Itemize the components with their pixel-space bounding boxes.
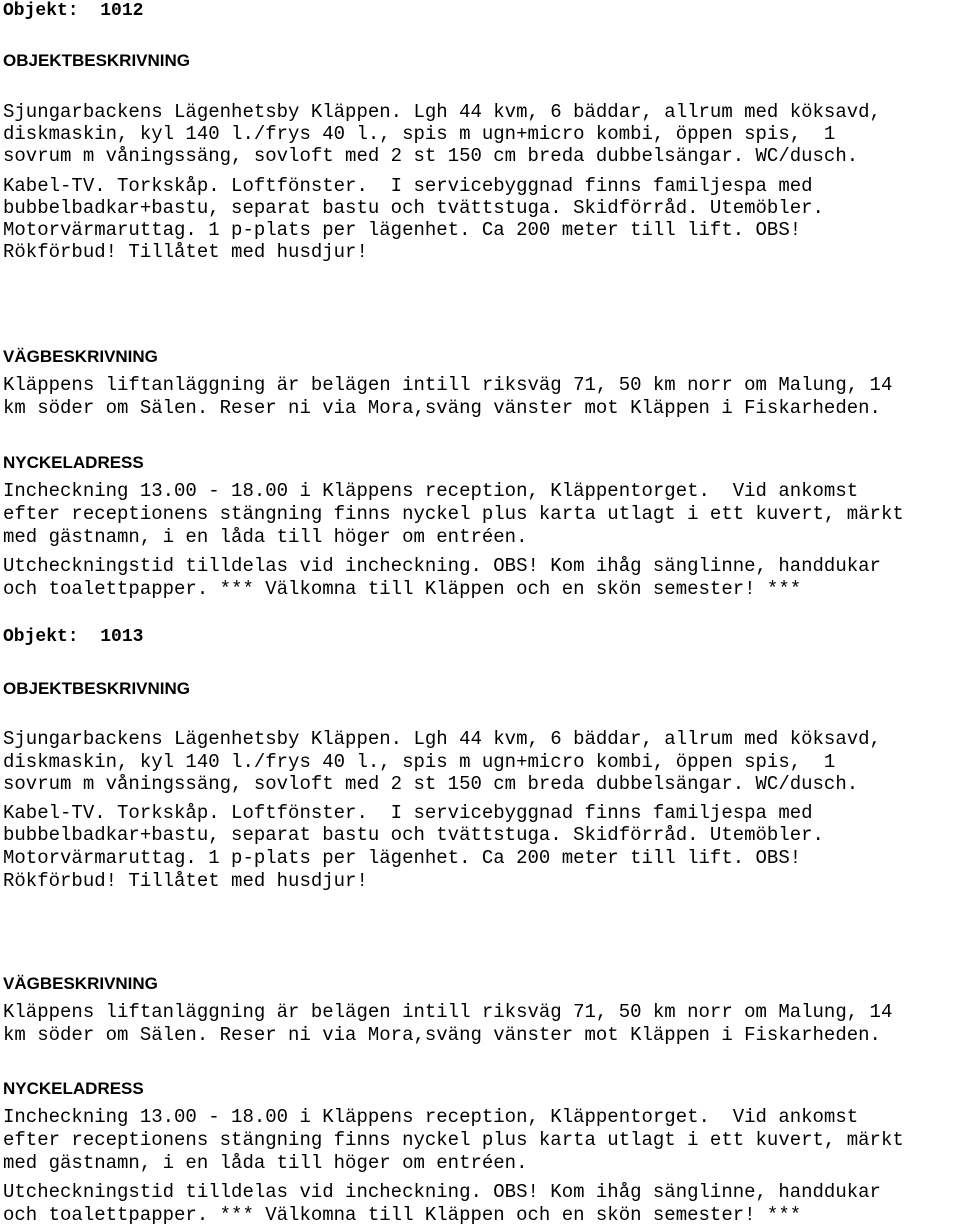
key-line: Incheckning 13.00 - 18.00 i Kläppens reception, Kläppentorget. Vid ankomst — [3, 480, 859, 502]
checkout-line: Utcheckningstid tilldelas vid incheckning. OBS! Kom ihåg sänglinne, handdukar — [3, 1181, 881, 1203]
key-heading: NYCKELADRESS — [3, 453, 144, 472]
description-line: bubbelbadkar+bastu, separat bastu och tvättstuga. Skidförråd. Utemöbler. — [3, 824, 824, 846]
object-number: 1013 — [100, 627, 144, 647]
description-line: Sjungarbackens Lägenhetsby Kläppen. Lgh 44 kvm, 6 bäddar, allrum med köksavd, — [3, 728, 881, 750]
key-line: Incheckning 13.00 - 18.00 i Kläppens reception, Kläppentorget. Vid ankomst — [3, 1106, 859, 1128]
road-line: km söder om Sälen. Reser ni via Mora,sväng vänster mot Kläppen i Fiskarheden. — [3, 397, 881, 419]
road-line: km söder om Sälen. Reser ni via Mora,sväng vänster mot Kläppen i Fiskarheden. — [3, 1024, 881, 1046]
key-heading: NYCKELADRESS — [3, 1079, 144, 1098]
description-line: Motorvärmaruttag. 1 p-plats per lägenhet. Ca 200 meter till lift. OBS! — [3, 847, 802, 869]
description-line: Kabel-TV. Torkskåp. Loftfönster. I servicebyggnad finns familjespa med — [3, 175, 813, 197]
key-line: efter receptionens stängning finns nyckel plus karta utlagt i ett kuvert, märkt — [3, 503, 904, 525]
description-line: bubbelbadkar+bastu, separat bastu och tvättstuga. Skidförråd. Utemöbler. — [3, 197, 824, 219]
road-line: Kläppens liftanläggning är belägen intill riksväg 71, 50 km norr om Malung, 14 — [3, 1001, 893, 1023]
key-line: med gästnamn, i en låda till höger om entréen. — [3, 1152, 528, 1174]
object-label: Objekt: — [3, 1, 79, 21]
description-heading: OBJEKTBESKRIVNING — [3, 51, 191, 70]
key-line: med gästnamn, i en låda till höger om entréen. — [3, 526, 528, 548]
description-line: sovrum m våningssäng, sovloft med 2 st 150 cm breda dubbelsängar. WC/dusch. — [3, 145, 859, 167]
description-line: Sjungarbackens Lägenhetsby Kläppen. Lgh 44 kvm, 6 bäddar, allrum med köksavd, — [3, 101, 881, 123]
road-heading: VÄGBESKRIVNING — [3, 347, 158, 366]
description-line: Motorvärmaruttag. 1 p-plats per lägenhet. Ca 200 meter till lift. OBS! — [3, 219, 802, 241]
checkout-line: och toalettpapper. *** Välkomna till Kläppen och en skön semester! *** — [3, 1204, 802, 1226]
description-heading: OBJEKTBESKRIVNING — [3, 679, 191, 698]
checkout-line: Utcheckningstid tilldelas vid incheckning. OBS! Kom ihåg sänglinne, handdukar — [3, 555, 881, 577]
description-line: diskmaskin, kyl 140 l./frys 40 l., spis m ugn+micro kombi, öppen spis, 1 — [3, 123, 836, 145]
road-line: Kläppens liftanläggning är belägen intill riksväg 71, 50 km norr om Malung, 14 — [3, 374, 893, 396]
key-line: efter receptionens stängning finns nyckel plus karta utlagt i ett kuvert, märkt — [3, 1129, 904, 1151]
description-line: Rökförbud! Tillåtet med husdjur! — [3, 870, 368, 892]
description-line: Rökförbud! Tillåtet med husdjur! — [3, 241, 368, 263]
object-label: Objekt: — [3, 627, 79, 647]
object-header — [3, 626, 143, 648]
object-number: 1012 — [100, 1, 144, 21]
description-line: Kabel-TV. Torkskåp. Loftfönster. I servicebyggnad finns familjespa med — [3, 802, 813, 824]
checkout-line: och toalettpapper. *** Välkomna till Kläppen och en skön semester! *** — [3, 578, 802, 600]
road-heading: VÄGBESKRIVNING — [3, 974, 158, 993]
description-line: diskmaskin, kyl 140 l./frys 40 l., spis m ugn+micro kombi, öppen spis, 1 — [3, 751, 836, 773]
object-header — [3, 0, 143, 22]
description-line: sovrum m våningssäng, sovloft med 2 st 150 cm breda dubbelsängar. WC/dusch. — [3, 773, 859, 795]
